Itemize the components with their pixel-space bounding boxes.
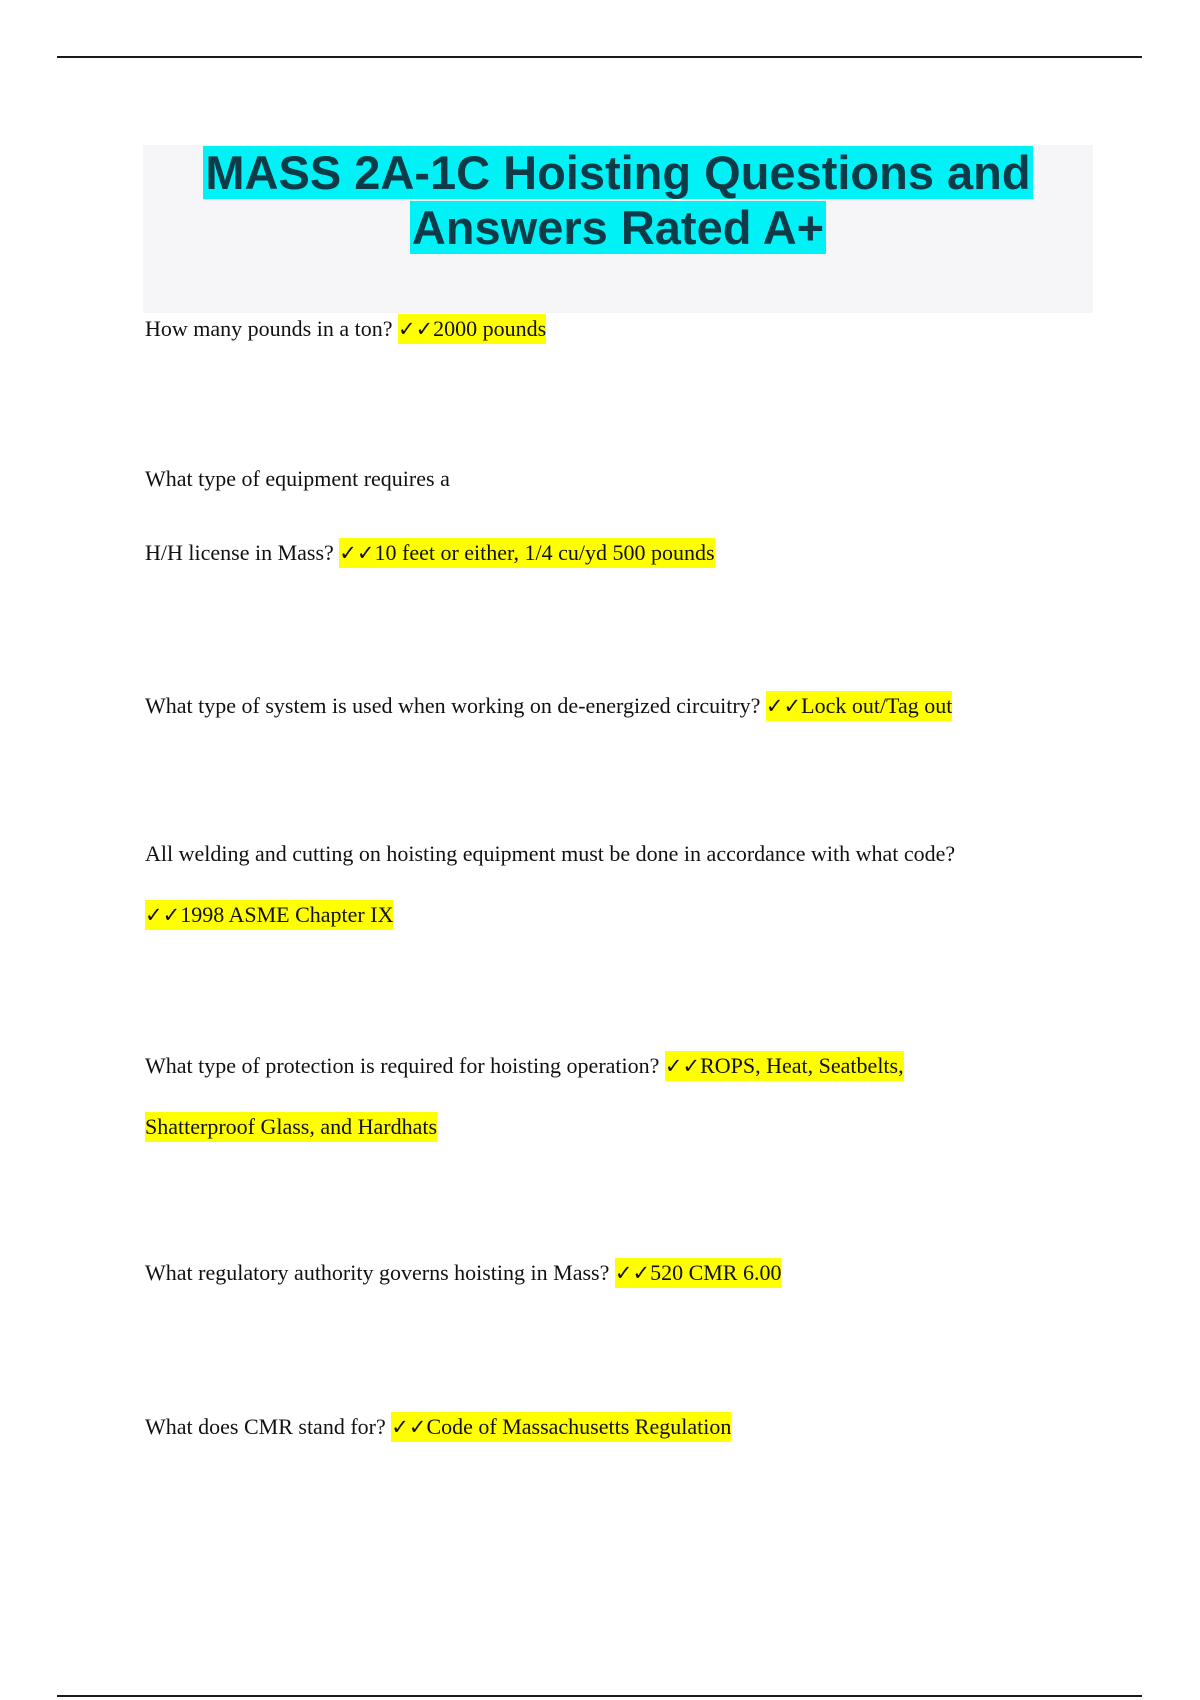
qa-item-4-answer xyxy=(145,900,393,930)
check-mark-icon: ✓✓ xyxy=(664,1054,701,1078)
answer-highlight xyxy=(391,1412,731,1442)
question-text: What type of protection is required for hoisting operation? xyxy=(145,1053,660,1078)
answer-highlight xyxy=(145,900,393,930)
qa-item-5-question xyxy=(145,1051,904,1081)
title-banner xyxy=(143,145,1093,313)
qa-item-7 xyxy=(145,1412,731,1442)
answer-highlight xyxy=(339,538,714,568)
answer-highlight xyxy=(615,1258,782,1288)
question-text: How many pounds in a ton? xyxy=(145,316,393,341)
answer-highlight xyxy=(665,1051,904,1081)
qa-item-2-question-line-2 xyxy=(145,538,715,568)
check-mark-icon: ✓✓ xyxy=(397,317,434,341)
qa-item-1 xyxy=(145,314,546,344)
qa-item-3 xyxy=(145,691,952,721)
qa-item-4-question xyxy=(145,839,955,869)
question-text: What type of equipment requires a xyxy=(145,466,450,491)
qa-item-2-question-line-1 xyxy=(145,464,450,494)
answer-text: Lock out/Tag out xyxy=(801,693,953,718)
check-mark-icon: ✓✓ xyxy=(339,541,375,565)
answer-highlight xyxy=(145,1112,437,1142)
document-title xyxy=(143,145,1093,255)
answer-text: 520 CMR 6.00 xyxy=(650,1260,782,1285)
qa-item-6 xyxy=(145,1258,781,1288)
answer-highlight xyxy=(398,314,546,344)
check-mark-icon: ✓✓ xyxy=(765,694,802,718)
answer-text: ROPS, Heat, Seatbelts, xyxy=(700,1053,904,1078)
question-text: H/H license in Mass? xyxy=(145,540,334,565)
check-mark-icon: ✓✓ xyxy=(614,1261,651,1285)
title-line-1: MASS 2A-1C Hoisting Questions and xyxy=(205,146,1031,199)
check-mark-icon: ✓✓ xyxy=(391,1415,427,1439)
answer-highlight xyxy=(766,691,952,721)
answer-text: Code of Massachusetts Regulation xyxy=(426,1414,732,1439)
qa-item-5-answer-continued xyxy=(145,1112,437,1142)
title-line-2: Answers Rated A+ xyxy=(411,201,825,254)
question-text: All welding and cutting on hoisting equipment must be done in accordance with what code? xyxy=(145,841,956,866)
footer-rule xyxy=(57,1695,1142,1697)
question-text: What regulatory authority governs hoisting in Mass? xyxy=(145,1260,610,1285)
question-text: What type of system is used when working on de-energized circuitry? xyxy=(145,693,761,718)
answer-text: 1998 ASME Chapter IX xyxy=(180,902,394,927)
check-mark-icon: ✓✓ xyxy=(145,903,181,927)
answer-text: Shatterproof Glass, and Hardhats xyxy=(145,1114,438,1139)
question-text: What does CMR stand for? xyxy=(145,1414,386,1439)
header-rule xyxy=(57,56,1142,58)
answer-text: 2000 pounds xyxy=(433,316,547,341)
answer-text: 10 feet or either, 1/4 cu/yd 500 pounds xyxy=(374,540,715,565)
